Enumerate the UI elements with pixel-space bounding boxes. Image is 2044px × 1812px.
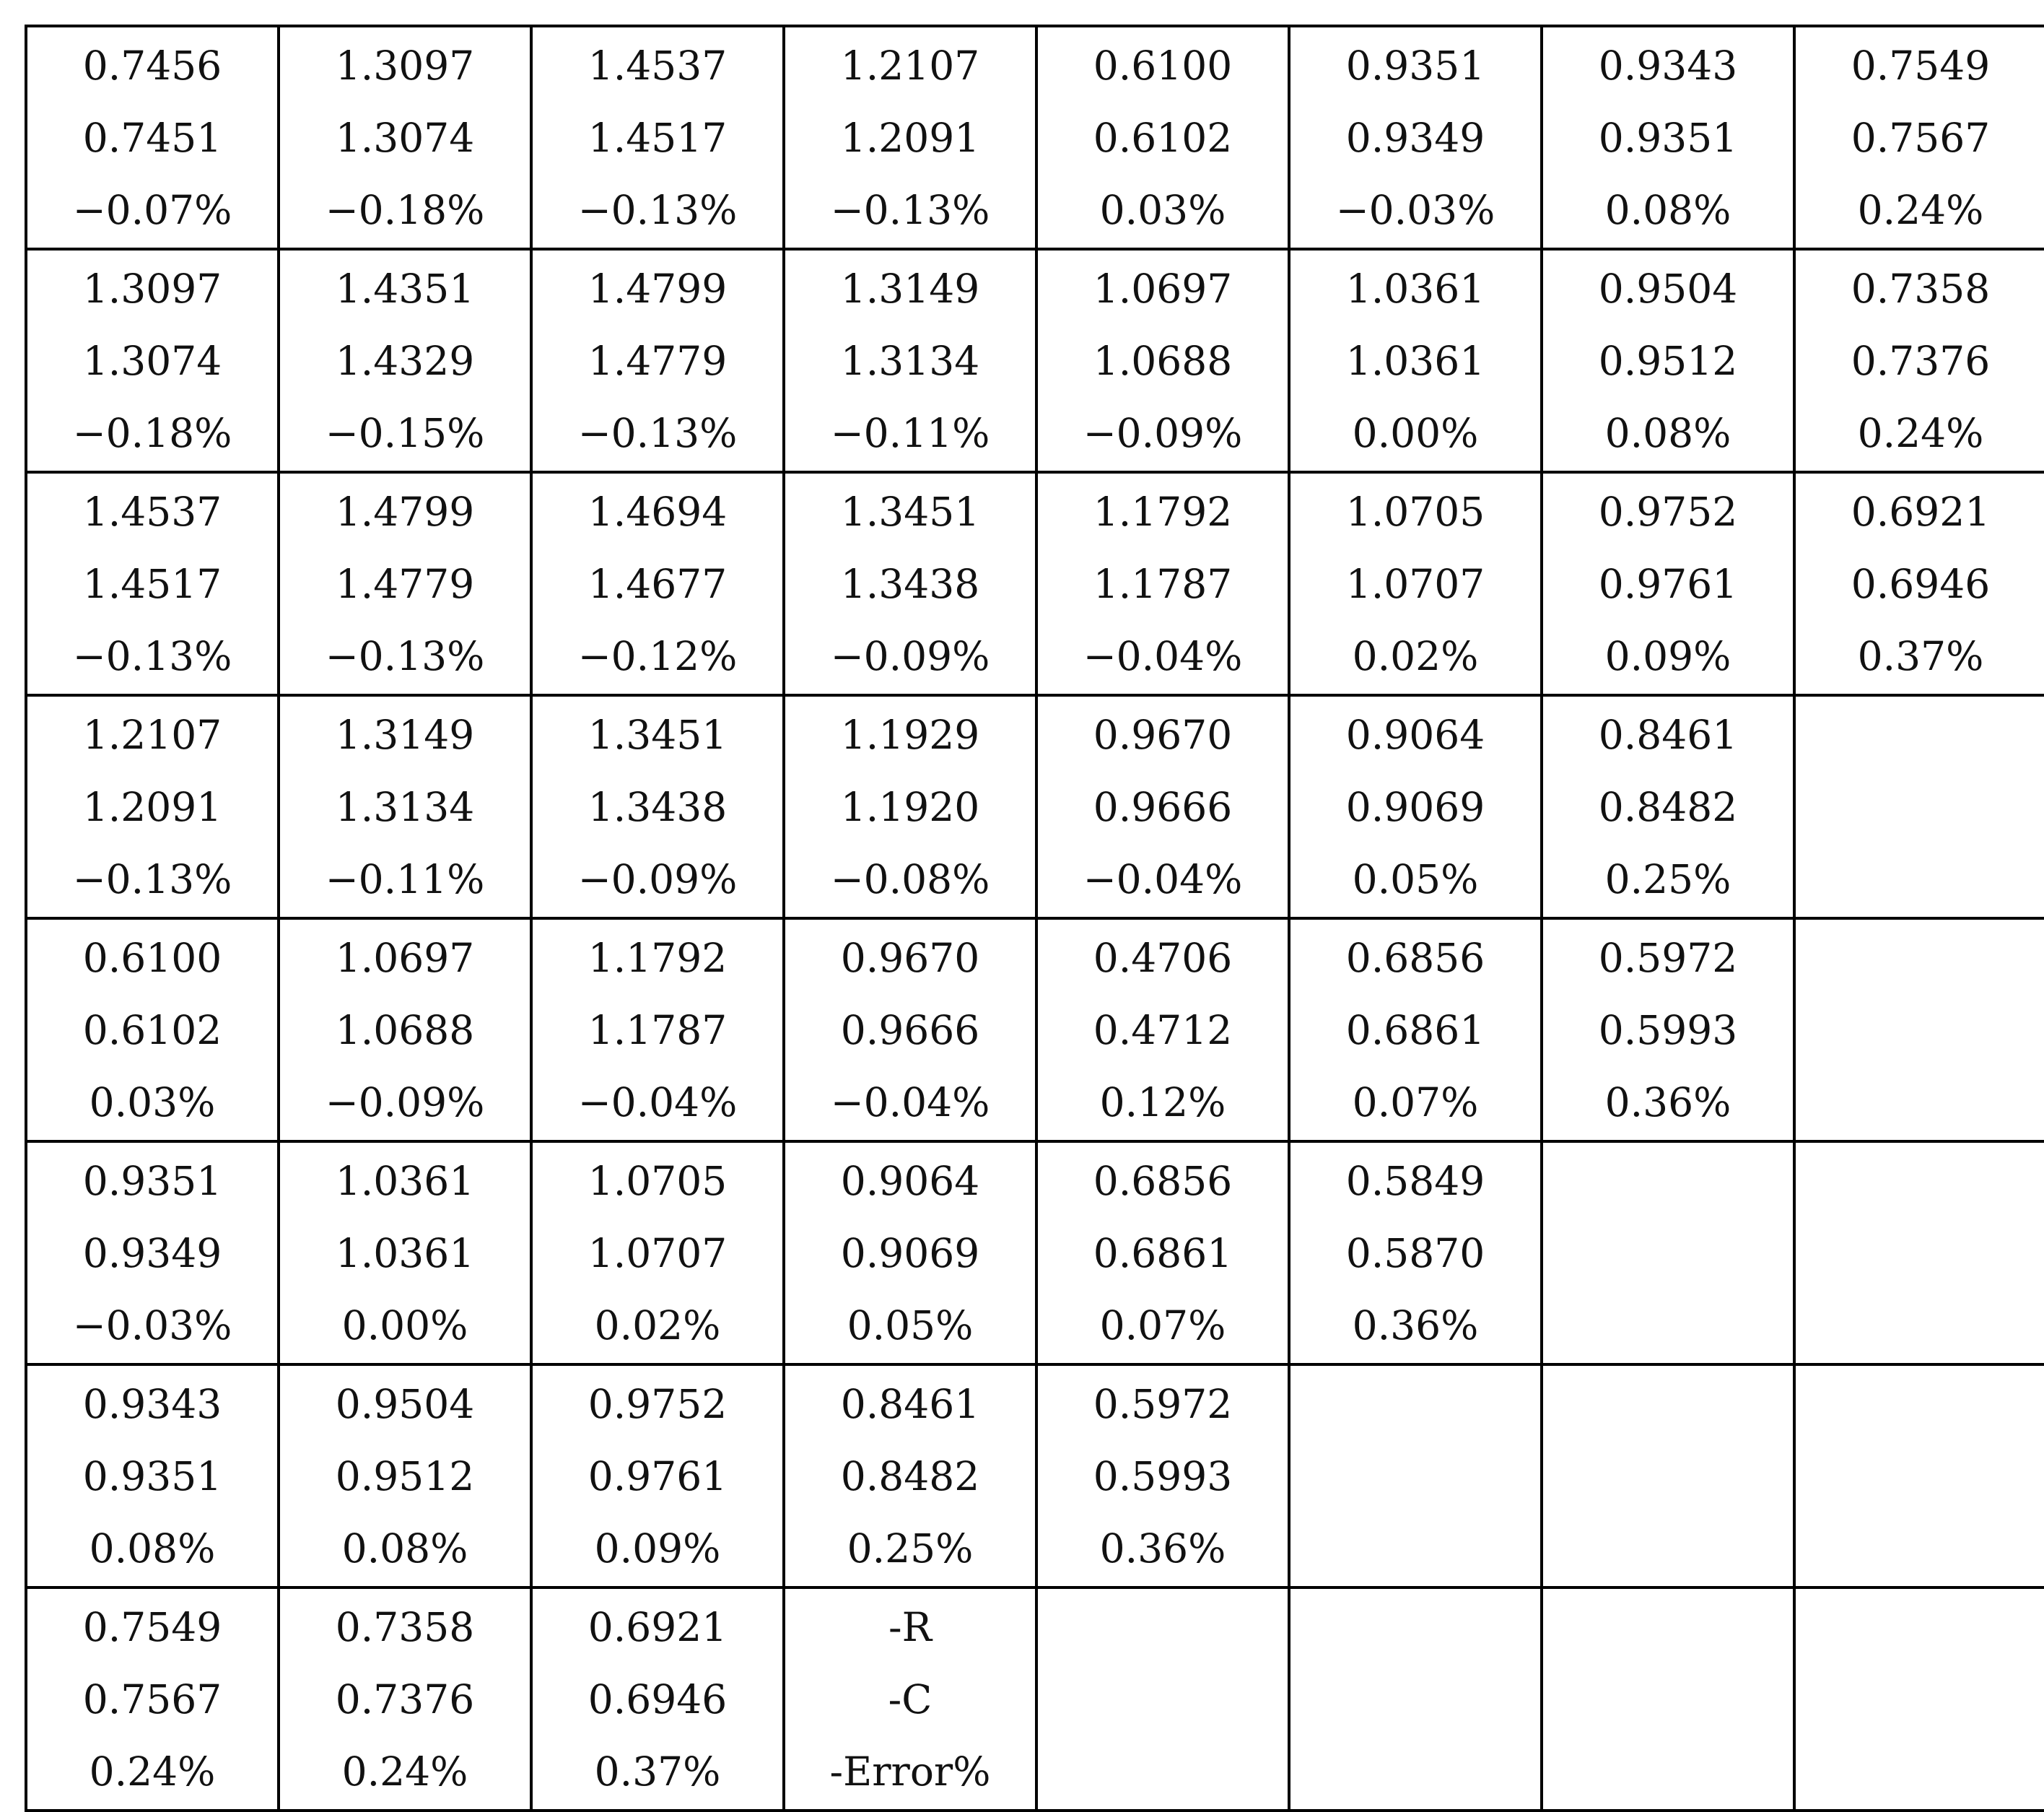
cell-value: 1.3134 — [840, 337, 980, 384]
cell-value: -R — [888, 1603, 932, 1650]
cell-value: 0.03% — [1099, 186, 1226, 233]
cell-value: 0.9351 — [1598, 114, 1738, 161]
cell-value: 1.3438 — [840, 560, 980, 607]
cell-content — [1796, 697, 2044, 917]
table-cell — [26, 472, 279, 695]
cell-value: −0.18% — [72, 409, 232, 456]
cell-content — [1290, 920, 1540, 1140]
cell-content — [1290, 474, 1540, 694]
cell-value: 0.6856 — [1093, 1157, 1233, 1204]
cell-value: −0.04% — [577, 1079, 738, 1125]
cell-value: -C — [888, 1676, 933, 1722]
cell-value: −0.12% — [577, 632, 738, 679]
cell-content — [533, 27, 782, 248]
cell-value: 1.0361 — [1345, 265, 1485, 312]
cell-value: 0.03% — [89, 1079, 216, 1125]
cell-content — [1290, 27, 1540, 248]
cell-value: −0.04% — [830, 1079, 990, 1125]
cell-value: 0.7549 — [82, 1603, 222, 1650]
cell-value: 0.9761 — [1598, 560, 1738, 607]
cell-value: 0.8461 — [840, 1380, 980, 1427]
cell-content — [280, 27, 530, 248]
cell-value: −0.13% — [72, 632, 232, 679]
table-cell — [784, 26, 1036, 249]
cell-content — [785, 1143, 1035, 1363]
cell-content — [1796, 474, 2044, 694]
table-cell — [531, 1141, 784, 1364]
cell-value: 0.7567 — [82, 1676, 222, 1722]
cell-value: 0.9351 — [82, 1157, 222, 1204]
table-cell — [784, 695, 1036, 918]
cell-value: 1.3097 — [82, 265, 222, 312]
cell-value: 1.3451 — [840, 488, 980, 535]
cell-value: 0.6861 — [1345, 1006, 1485, 1053]
cell-content — [785, 251, 1035, 471]
cell-value: 0.6946 — [588, 1676, 728, 1722]
cell-value: 0.7358 — [1851, 265, 1991, 312]
table-cell — [279, 26, 531, 249]
cell-value: 1.0707 — [588, 1229, 728, 1276]
cell-content — [1038, 251, 1288, 471]
table-cell — [26, 249, 279, 472]
cell-value: 0.37% — [594, 1748, 721, 1795]
table-cell — [1289, 918, 1542, 1141]
cell-value: 1.0361 — [335, 1157, 475, 1204]
cell-value: 0.07% — [1099, 1302, 1226, 1349]
cell-value: 0.6946 — [1851, 560, 1991, 607]
cell-content — [1038, 1366, 1288, 1586]
cell-content — [785, 1366, 1035, 1586]
cell-value: 0.9069 — [840, 1229, 980, 1276]
cell-value: 1.3097 — [335, 42, 475, 89]
cell-content — [1543, 1589, 1793, 1809]
cell-value: 0.08% — [89, 1525, 216, 1572]
table-cell — [531, 1364, 784, 1587]
cell-value: 0.24% — [89, 1748, 216, 1795]
table-cell — [784, 472, 1036, 695]
cell-value: 1.0361 — [1345, 337, 1485, 384]
cell-value: 0.09% — [1604, 632, 1731, 679]
table-row — [26, 1141, 2044, 1364]
cell-content — [1796, 1366, 2044, 1586]
cell-content — [280, 1589, 530, 1809]
cell-value: 0.00% — [1352, 409, 1479, 456]
cell-content — [280, 1143, 530, 1363]
cell-value: 1.2107 — [82, 711, 222, 758]
table-row — [26, 472, 2044, 695]
table-cell — [1036, 249, 1289, 472]
table-cell — [531, 472, 784, 695]
cell-value: 0.36% — [1604, 1079, 1731, 1125]
cell-value: 0.7549 — [1851, 42, 1991, 89]
cell-value: 0.9670 — [1093, 711, 1233, 758]
cell-content — [27, 1366, 277, 1586]
table-cell — [1036, 1364, 1289, 1587]
cell-value: 0.09% — [594, 1525, 721, 1572]
cell-value: −0.13% — [325, 632, 485, 679]
cell-content — [785, 474, 1035, 694]
cell-value: 0.7456 — [82, 42, 222, 89]
table-cell — [1289, 472, 1542, 695]
cell-value: 0.9504 — [335, 1380, 475, 1427]
cell-value: 0.36% — [1352, 1302, 1479, 1349]
empty-cell — [1289, 1364, 1542, 1587]
cell-value: 0.5870 — [1345, 1229, 1485, 1276]
empty-cell — [1542, 1587, 1794, 1811]
cell-value: −0.11% — [830, 409, 990, 456]
cell-content — [1290, 251, 1540, 471]
cell-value: 0.4712 — [1093, 1006, 1233, 1053]
cell-value: 0.9752 — [588, 1380, 728, 1427]
cell-value: 0.6861 — [1093, 1229, 1233, 1276]
cell-value: 0.25% — [847, 1525, 974, 1572]
cell-value: 0.9752 — [1598, 488, 1738, 535]
cell-value: −0.04% — [1083, 855, 1243, 902]
table-cell — [1289, 695, 1542, 918]
cell-content — [1290, 697, 1540, 917]
table-row — [26, 918, 2044, 1141]
cell-value: 1.4799 — [588, 265, 728, 312]
cell-content — [27, 1143, 277, 1363]
cell-content — [533, 1143, 782, 1363]
table-cell — [279, 472, 531, 695]
table-cell — [279, 918, 531, 1141]
cell-value: 1.4517 — [82, 560, 222, 607]
cell-value: 0.24% — [1857, 186, 1984, 233]
cell-value: 0.9351 — [82, 1452, 222, 1499]
empty-cell — [1542, 1141, 1794, 1364]
cell-content — [1796, 27, 2044, 248]
cell-value: 0.02% — [594, 1302, 721, 1349]
cell-value: 1.3074 — [335, 114, 475, 161]
cell-value: 1.4329 — [335, 337, 475, 384]
cell-value: 0.6856 — [1345, 934, 1485, 981]
cell-value: −0.11% — [325, 855, 485, 902]
cell-value: 0.9343 — [82, 1380, 222, 1427]
cell-content — [533, 1366, 782, 1586]
cell-value: 0.8461 — [1598, 711, 1738, 758]
cell-value: 1.0688 — [335, 1006, 475, 1053]
cell-value: 0.25% — [1604, 855, 1731, 902]
cell-value: 1.3438 — [588, 783, 728, 830]
cell-value: 0.24% — [1857, 409, 1984, 456]
cell-content — [27, 251, 277, 471]
cell-value: 0.08% — [1604, 409, 1731, 456]
table-cell — [279, 1141, 531, 1364]
cell-content — [27, 697, 277, 917]
cell-content — [533, 251, 782, 471]
cell-content — [27, 1589, 277, 1809]
cell-value: 1.1792 — [588, 934, 728, 981]
cell-value: 1.0688 — [1093, 337, 1233, 384]
cell-value: 0.02% — [1352, 632, 1479, 679]
table-cell — [1036, 918, 1289, 1141]
cell-content — [1543, 920, 1793, 1140]
table-cell — [279, 695, 531, 918]
table-row — [26, 26, 2044, 249]
cell-value: 1.4799 — [335, 488, 475, 535]
table-cell — [784, 1364, 1036, 1587]
cell-value: 0.7358 — [335, 1603, 475, 1650]
table-cell — [531, 26, 784, 249]
cell-value: 0.05% — [1352, 855, 1479, 902]
table-cell — [1289, 26, 1542, 249]
cell-content — [280, 251, 530, 471]
table-row — [26, 249, 2044, 472]
cell-value: 0.37% — [1857, 632, 1984, 679]
cell-value: 0.9064 — [1345, 711, 1485, 758]
table-cell — [26, 26, 279, 249]
empty-cell — [1542, 1364, 1794, 1587]
table-cell — [26, 1587, 279, 1811]
cell-value: −0.18% — [325, 186, 485, 233]
cell-value: 0.6921 — [1851, 488, 1991, 535]
cell-value: 1.0705 — [1345, 488, 1485, 535]
cell-content — [533, 920, 782, 1140]
cell-content — [1796, 1143, 2044, 1363]
cell-content — [1038, 920, 1288, 1140]
cell-value: 1.2091 — [840, 114, 980, 161]
cell-content — [1038, 474, 1288, 694]
table-cell — [1542, 918, 1794, 1141]
cell-value: 0.7376 — [335, 1676, 475, 1722]
cell-content — [1290, 1143, 1540, 1363]
cell-value: 1.4537 — [588, 42, 728, 89]
cell-value: 0.05% — [847, 1302, 974, 1349]
cell-value: −0.04% — [1083, 632, 1243, 679]
cell-content — [1038, 697, 1288, 917]
cell-content — [1543, 27, 1793, 248]
cell-value: 0.9512 — [335, 1452, 475, 1499]
cell-value: 0.24% — [341, 1748, 468, 1795]
cell-value: 0.9666 — [840, 1006, 980, 1053]
cell-value: −0.09% — [325, 1079, 485, 1125]
cell-value: −0.09% — [1083, 409, 1243, 456]
cell-value: 1.2091 — [82, 783, 222, 830]
cell-value: 0.9349 — [1345, 114, 1485, 161]
cell-value: 0.7567 — [1851, 114, 1991, 161]
cell-value: 1.4537 — [82, 488, 222, 535]
cell-content — [1543, 1366, 1793, 1586]
cell-content — [785, 697, 1035, 917]
empty-cell — [1794, 1587, 2044, 1811]
table-cell — [1289, 249, 1542, 472]
cell-value: -Error% — [829, 1748, 991, 1795]
table-cell — [1794, 26, 2044, 249]
cell-value: 0.6100 — [82, 934, 222, 981]
cell-value: 0.6921 — [588, 1603, 728, 1650]
table-cell — [26, 1364, 279, 1587]
cell-value: 0.07% — [1352, 1079, 1479, 1125]
table-cell — [1794, 249, 2044, 472]
cell-value: 0.5972 — [1598, 934, 1738, 981]
cell-value: 1.0707 — [1345, 560, 1485, 607]
cell-value: 1.1787 — [588, 1006, 728, 1053]
cell-value: 0.7376 — [1851, 337, 1991, 384]
cell-content — [533, 697, 782, 917]
cell-value: 0.9351 — [1345, 42, 1485, 89]
cell-value: 0.9666 — [1093, 783, 1233, 830]
table-cell — [26, 695, 279, 918]
cell-content — [27, 27, 277, 248]
table-row — [26, 1364, 2044, 1587]
empty-cell — [1036, 1587, 1289, 1811]
cell-content — [280, 1366, 530, 1586]
cell-value: 0.00% — [341, 1302, 468, 1349]
cell-content — [1796, 251, 2044, 471]
cell-value: 1.4677 — [588, 560, 728, 607]
cell-value: 0.36% — [1099, 1525, 1226, 1572]
cell-value: 0.5972 — [1093, 1380, 1233, 1427]
cell-value: 1.4694 — [588, 488, 728, 535]
cell-value: 1.3149 — [840, 265, 980, 312]
cell-content — [1543, 251, 1793, 471]
cell-value: 1.1792 — [1093, 488, 1233, 535]
cell-content — [280, 474, 530, 694]
table-cell — [531, 249, 784, 472]
cell-content — [27, 474, 277, 694]
cell-value: −0.13% — [577, 186, 738, 233]
cell-value: 1.3149 — [335, 711, 475, 758]
cell-content — [1543, 474, 1793, 694]
cell-value: 1.4779 — [588, 337, 728, 384]
cell-value: 0.08% — [1604, 186, 1731, 233]
cell-value: 1.4779 — [335, 560, 475, 607]
cell-content — [1290, 1589, 1540, 1809]
cell-content — [533, 474, 782, 694]
cell-value: 1.0705 — [588, 1157, 728, 1204]
cell-value: 1.1787 — [1093, 560, 1233, 607]
cell-value: −0.07% — [72, 186, 232, 233]
cell-value: 1.0697 — [1093, 265, 1233, 312]
empty-cell — [1794, 918, 2044, 1141]
table-cell — [531, 1587, 784, 1811]
cell-value: 0.7451 — [82, 114, 222, 161]
cell-content — [785, 1589, 1035, 1809]
cell-content — [280, 920, 530, 1140]
cell-content — [1038, 1143, 1288, 1363]
cell-value: −0.03% — [1335, 186, 1495, 233]
cell-value: 0.12% — [1099, 1079, 1226, 1125]
cell-value: 1.1920 — [840, 783, 980, 830]
empty-cell — [1289, 1587, 1542, 1811]
cell-value: −0.03% — [72, 1302, 232, 1349]
table-cell — [1794, 472, 2044, 695]
cell-content — [1796, 920, 2044, 1140]
table-body — [26, 26, 2044, 1811]
cell-content — [27, 920, 277, 1140]
table-cell — [26, 1141, 279, 1364]
cell-value: 1.4351 — [335, 265, 475, 312]
cell-value: 0.9504 — [1598, 265, 1738, 312]
cell-value: 1.0697 — [335, 934, 475, 981]
cell-value: 1.3134 — [335, 783, 475, 830]
cell-value: 1.3074 — [82, 337, 222, 384]
cell-value: −0.09% — [577, 855, 738, 902]
table-cell — [1542, 26, 1794, 249]
cell-value: 0.5993 — [1598, 1006, 1738, 1053]
cell-value: 0.9512 — [1598, 337, 1738, 384]
table-cell — [279, 249, 531, 472]
cell-content — [533, 1589, 782, 1809]
empty-cell — [1794, 1141, 2044, 1364]
cell-value: −0.08% — [830, 855, 990, 902]
cell-value: 1.3451 — [588, 711, 728, 758]
cell-value: 0.08% — [341, 1525, 468, 1572]
table-cell — [1542, 472, 1794, 695]
table-cell — [1036, 26, 1289, 249]
table-row — [26, 1587, 2044, 1811]
cell-content — [1543, 1143, 1793, 1363]
table-cell — [784, 249, 1036, 472]
table-cell — [531, 918, 784, 1141]
cell-content — [785, 920, 1035, 1140]
table-cell — [531, 695, 784, 918]
values-table — [25, 25, 2044, 1812]
cell-content — [1543, 697, 1793, 917]
cell-value: 0.9761 — [588, 1452, 728, 1499]
table-cell — [279, 1587, 531, 1811]
table-cell — [1036, 472, 1289, 695]
table-cell — [1542, 249, 1794, 472]
cell-value: −0.13% — [72, 855, 232, 902]
cell-value: 0.9670 — [840, 934, 980, 981]
cell-value: −0.13% — [830, 186, 990, 233]
cell-value: 0.9064 — [840, 1157, 980, 1204]
table-cell — [26, 918, 279, 1141]
cell-content — [1796, 1589, 2044, 1809]
table-cell — [1542, 695, 1794, 918]
table-cell — [279, 1364, 531, 1587]
cell-value: 1.4517 — [588, 114, 728, 161]
cell-value: 0.4706 — [1093, 934, 1233, 981]
cell-content — [1290, 1366, 1540, 1586]
empty-cell — [1794, 695, 2044, 918]
cell-value: 0.6100 — [1093, 42, 1233, 89]
cell-content — [1038, 1589, 1288, 1809]
table-row — [26, 695, 2044, 918]
table-cell — [784, 1587, 1036, 1811]
cell-content — [1038, 27, 1288, 248]
cell-value: 0.5849 — [1345, 1157, 1485, 1204]
cell-value: 0.6102 — [1093, 114, 1233, 161]
table-cell — [784, 918, 1036, 1141]
cell-value: 0.6102 — [82, 1006, 222, 1053]
cell-content — [280, 697, 530, 917]
cell-value: 0.9349 — [82, 1229, 222, 1276]
cell-value: 0.8482 — [1598, 783, 1738, 830]
table-cell — [1036, 695, 1289, 918]
cell-value: 0.9069 — [1345, 783, 1485, 830]
table-cell — [1036, 1141, 1289, 1364]
cell-value: 0.9343 — [1598, 42, 1738, 89]
cell-value: −0.13% — [577, 409, 738, 456]
cell-value: −0.09% — [830, 632, 990, 679]
cell-content — [785, 27, 1035, 248]
cell-value: 0.5993 — [1093, 1452, 1233, 1499]
cell-value: 0.8482 — [840, 1452, 980, 1499]
table-cell — [1289, 1141, 1542, 1364]
cell-value: 1.0361 — [335, 1229, 475, 1276]
cell-value: 1.1929 — [840, 711, 980, 758]
cell-value: −0.15% — [325, 409, 485, 456]
table-cell — [784, 1141, 1036, 1364]
empty-cell — [1794, 1364, 2044, 1587]
cell-value: 1.2107 — [840, 42, 980, 89]
